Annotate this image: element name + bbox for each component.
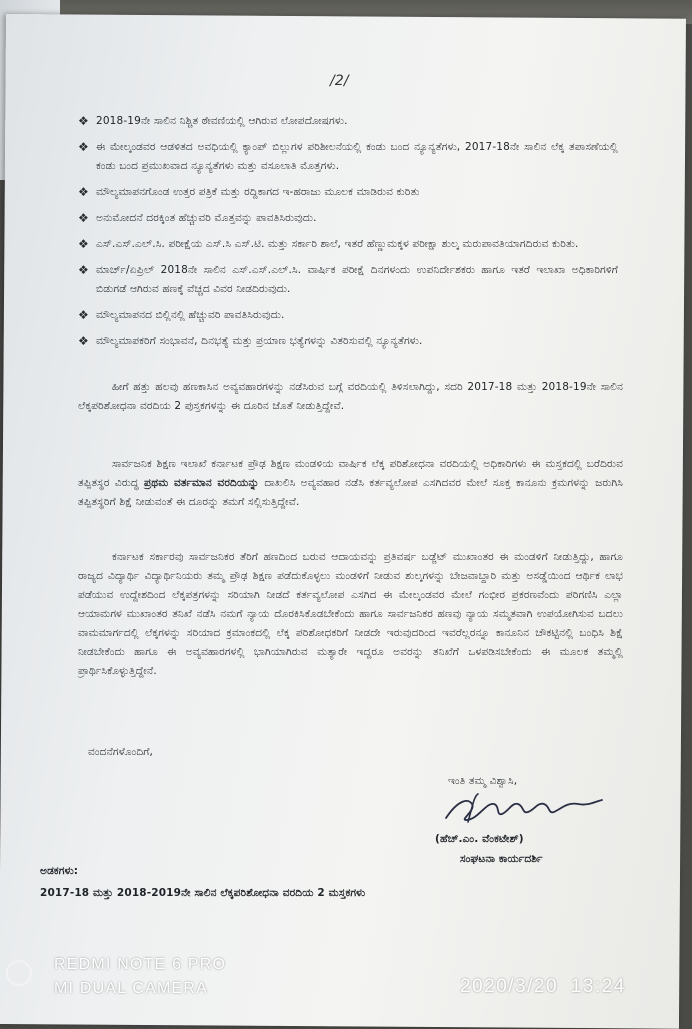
camera-watermark-model: REDMI NOTE 6 PRO [54, 956, 227, 973]
list-item [78, 306, 618, 325]
signer-title: ಸಂಘಟನಾ ಕಾರ್ಯದರ್ಶಿ [460, 853, 543, 865]
bullet-text: ಮೌಲ್ಯಮಾಪನಗೊಂಡ ಉತ್ತರ ಪತ್ರಿಕೆ ಮತ್ತು ರದ್ದಿಕಾಗದ ಇ-ಹರಾಜು ಮೂಲಕ ಮಾಡಿರುವ ಕುರಿತು [96, 186, 420, 198]
signer-name: (ಹೆಚ್.ಎಂ. ವೆಂಕಟೇಶ್) [435, 833, 524, 845]
bullet-text: ಮೌಲ್ಯಮಾಪನದ ಬಿಲ್ಲಿನಲ್ಲಿ ಹೆಚ್ಚುವರಿ ಪಾವತಿಸಿರುವುದು. [96, 309, 285, 321]
bullet-text: ಎಸ್.ಎಸ್.ಎಲ್.ಸಿ. ಪರೀಕ್ಷೆಯ ಎಸ್.ಸಿ ಎಸ್.ಟಿ. ಮತ್ತು ಸರ್ಕಾರಿ ಶಾಲೆ, ಇತರೆ ಹೆಣ್ಣುಮಕ್ಕಳ ಪರೀಕ್ಷಾ ಶುಲ್ಕ ಮರುಪಾವತಿಯಾಗದಿರುವ ಕುರಿತು. [96, 238, 579, 250]
bullet-text: ಈ ಮೇಲ್ಕಂಡವರ ಆಡಳಿತದ ಅವಧಿಯಲ್ಲಿ ಕ್ಯಾಂಪ್ ಬಿಲ್ಲುಗಳ ಪರಿಶೀಲನೆಯಲ್ಲಿ ಕಂಡು ಬಂದ ನ್ಯೂನ್ಯತೆಗಳು, 2017-18ನೇ ಸಾಲಿನ ಲೆಕ್ಕ ತಪಾಸಣೆಯಲ್ಲಿ ಕಂಡು ಬಂದ ಪ್ರಮುಖವಾದ ನ್ಯೂನ್ಯತೆಗಳು ಮತ್ತು ವಸೂಲಾತಿ ಮೊತ್ತಗಳು. [96, 141, 618, 172]
sign-off: ಇಂತಿ ತಮ್ಮ ವಿಶ್ವಾಸಿ, [448, 775, 518, 787]
enclosures-text: 2017-18 ಮತ್ತು 2018-2019ನೇ ಸಾಲಿನ ಲೆಕ್ಕಪರಿಶೋಧನಾ ವರದಿಯ 2 ಮಸ್ತಕಗಳು [40, 887, 366, 899]
diamond-bullet-icon: ❖ [78, 114, 89, 128]
paragraph-complaint [78, 455, 623, 512]
diamond-bullet-icon: ❖ [78, 237, 89, 251]
fir-emphasis: ಪ್ರಥಮ ವರ್ತಮಾನ ವರದಿಯನ್ನು [143, 477, 260, 489]
bullet-text: 2018-19ನೇ ಸಾಲಿನ ನಿಶ್ಚಿತ ಠೇವಣಿಯಲ್ಲಿ ಆಗಿರುವ ಲೋಪದೋಷಗಳು. [96, 115, 348, 127]
bullet-text: ಮಾರ್ಚ್/ಏಪ್ರಿಲ್ 2018ನೇ ಸಾಲಿನ ಎಸ್.ಎಸ್.ಎಲ್.ಸಿ. ವಾರ್ಷಿಕ ಪರೀಕ್ಷೆ ದಿನಗಳಂದು ಉಪನಿರ್ದೇಶಕರು ಹಾಗೂ ಇತರೆ ಇಲಾಖಾ ಅಧಿಕಾರಿಗಳಿಗೆ ಬಿಡುಗಡೆ ಆಗಿರುವ ಹಣಕ್ಕೆ ವೆಚ್ಚದ ವಿವರ ನೀಡದಿರುವುದು. [96, 264, 618, 295]
list-item [78, 112, 618, 131]
bullet-text: ಮೌಲ್ಯಮಾಪಕರಿಗೆ ಸಂಭಾವನೆ, ದಿನಭತ್ಯೆ ಮತ್ತು ಪ್ರಯಾಣ ಭತ್ಯೆಗಳನ್ನು ವಿತರಿಸುವಲ್ಲಿ ನ್ಯೂನ್ಯತೆಗಳು. [96, 335, 423, 347]
paragraph-summary: ಹೀಗೆ ಹತ್ತು ಹಲವು ಹಣಕಾಸಿನ ಅವ್ಯವಹಾರಗಳನ್ನು ನಡೆಸಿರುವ ಬಗ್ಗೆ ವರದಿಯಲ್ಲಿ ತಿಳಿಸಲಾಗಿದ್ದು, ಸದರಿ 2017-18 ಮತ್ತು 2018-19ನೇ ಸಾಲಿನ ಲೆಕ್ಕಪರಿಶೋಧನಾ ವರದಿಯ 2 ಪುಸ್ತಕಗಳನ್ನು ಈ ದೂರಿನ ಜೊತೆ ನೀಡುತ್ತಿದ್ದೇವೆ. [78, 381, 623, 412]
list-item [78, 183, 618, 202]
diamond-bullet-icon: ❖ [78, 263, 89, 277]
paragraph-complaint-start: ಸಾರ್ವಜನಿಕ ಶಿಕ್ಷಣ ಇಲಾಖೆ ಕರ್ನಾಟಕ ಪ್ರೌಢ ಶಿಕ್ಷಣ ಮಂಡಳಿಯ ವಾರ್ಷಿಕ ಲೆಕ್ಕ ಪರಿಶೋಧನಾ ವರದಿಯಲ್ಲಿ ಅಧಿಕಾರಿಗಳು ಈ ಮಸ್ತಕದಲ್ಲಿ ಬರೆದಿರುವ ತಪ್ಪಿತಸ್ಥರ ವಿರುದ್ಧ [78, 458, 623, 489]
bullet-list [78, 112, 618, 358]
camera-watermark-circle-icon [6, 960, 32, 986]
diamond-bullet-icon: ❖ [78, 334, 89, 348]
page-number: /2/ [330, 73, 349, 89]
camera-watermark-camera: MI DUAL CAMERA [54, 980, 209, 997]
paragraph-complaint-end: ದಾಖಲಿಸಿ ಅವ್ಯವಹಾರ ನಡೆಸಿ ಕರ್ತವ್ಯಲೋಪ ಎಸಗಿದವರ ಮೇಲೆ ಸೂಕ್ತ ಕಾನೂನು ಕ್ರಮಗಳನ್ನು ಜರುಗಿಸಿ ತಪ್ಪಿತಸ್ಥರಿಗೆ ಶಿಕ್ಷೆ ನೀಡುವಂತೆ ಈ ದೂರನ್ನು ತಮಗೆ ಸಲ್ಲಿಸುತ್ತಿದ್ದೇವೆ. [78, 477, 623, 508]
list-item [78, 138, 618, 176]
camera-watermark-datetime: 2020/3/20 13:24 [460, 976, 626, 997]
list-item [78, 209, 618, 228]
diamond-bullet-icon: ❖ [78, 211, 89, 225]
diamond-bullet-icon: ❖ [78, 308, 89, 322]
paragraph-request: ಕರ್ನಾಟಕ ಸರ್ಕಾರವು ಸಾರ್ವಜನಿಕರ ತೆರಿಗೆ ಹಣದಿಂದ ಬರುವ ಆದಾಯವನ್ನು ಪ್ರತಿವರ್ಷ ಬಡ್ಜೆಟ್ ಮುಖಾಂತರ ಈ ಮಂಡಳಿಗೆ ನೀಡುತ್ತಿದ್ದು, ಹಾಗೂ ರಾಜ್ಯದ ವಿದ್ಯಾರ್ಥಿ ವಿದ್ಯಾರ್ಥಿನಿಯರು ತಮ್ಮ ಪ್ರೌಢ ಶಿಕ್ಷಣ ಪಡೆದುಕೊಳ್ಳಲು ಮಂಡಳಿಗೆ ನೀಡುವ ಶುಲ್ಕಗಳನ್ನು ಬೇಜವಾಬ್ದಾರಿ ಮತ್ತು ಅಸಡ್ಡೆಯಿಂದ ಆರ್ಥಿಕ ಲಾಭ ಪಡೆಯುವ ಉದ್ದೇಶದಿಂದ ಲೆಕ್ಕಪತ್ರಗಳನ್ನು ಸರಿಯಾಗಿ ನೀಡದೆ ಕರ್ತವ್ಯಲೋಪ ಎಸಗಿದ ಈ ಮೇಲ್ಕಂಡವರ ಮೇಲೆ ಗಂಭೀರ ಪ್ರಕರಣವೆಂದು ಪರಿಗಣಿಸಿ ಎಲ್ಲಾ ಆಯಾಮಗಳ ಮುಖಾಂತರ ತನಿಖೆ ನಡೆಸಿ ನಮಗೆ ನ್ಯಾಯ ದೊರಕಿಸಿಕೊಡಬೇಕೆಂದು ಹಾಗೂ ಸಾರ್ವಜನಿಕರ ಹಣವು ನ್ಯಾಯ ಸಮ್ಮತವಾಗಿ ಉಪಯೋಗಿಸುವ ಬದಲು ವಾಮಮಾರ್ಗದಲ್ಲಿ ಲೆಕ್ಕಗಳನ್ನು ಸರಿಯಾದ ಕ್ರಮಾಂಕದಲ್ಲಿ ಲೆಕ್ಕ ಪರಿಶೋಧಕರಿಗೆ ನೀಡದೇ ಇರುವುದರಿಂದ ಇವರೆಲ್ಲರನ್ನೂ ಕಾನೂನಿನ ಚೌಕಟ್ಟಿನಲ್ಲಿ ಬಂಧಿಸಿ ಶಿಕ್ಷೆ ನೀಡಬೇಕೆಂದು ಹಾಗೂ ಈ ಅವ್ಯವಹಾರಗಳಲ್ಲಿ ಭಾಗಿಯಾಗಿರುವ ಮತ್ಯಾರೇ ಇದ್ದರೂ ಅವರನ್ನು ತನಿಖೆಗೆ ಒಳಪಡಿಸಬೇಕೆಂದು ಈ ಮೂಲಕ ತಮ್ಮಲ್ಲಿ ಪ್ರಾರ್ಥಿಸಿಕೊಳ್ಳುತ್ತಿದ್ದೇನೆ. [78, 551, 623, 677]
bullet-text: ಅನುಮೋದನೆ ದರಕ್ಕಿಂತ ಹೆಚ್ಚುವರಿ ಮೊತ್ತವನ್ನು ಪಾವತಿಸಿರುವುದು. [96, 212, 317, 224]
closing-greeting: ವಂದನೆಗಳೊಂದಿಗೆ, [88, 746, 154, 758]
handwritten-signature [438, 790, 608, 830]
diamond-bullet-icon: ❖ [78, 185, 89, 199]
list-item [78, 235, 618, 254]
enclosures-label: ಅಡಕಗಳು: [40, 865, 79, 877]
list-item [78, 261, 618, 299]
list-item [78, 332, 618, 351]
diamond-bullet-icon: ❖ [78, 140, 89, 154]
